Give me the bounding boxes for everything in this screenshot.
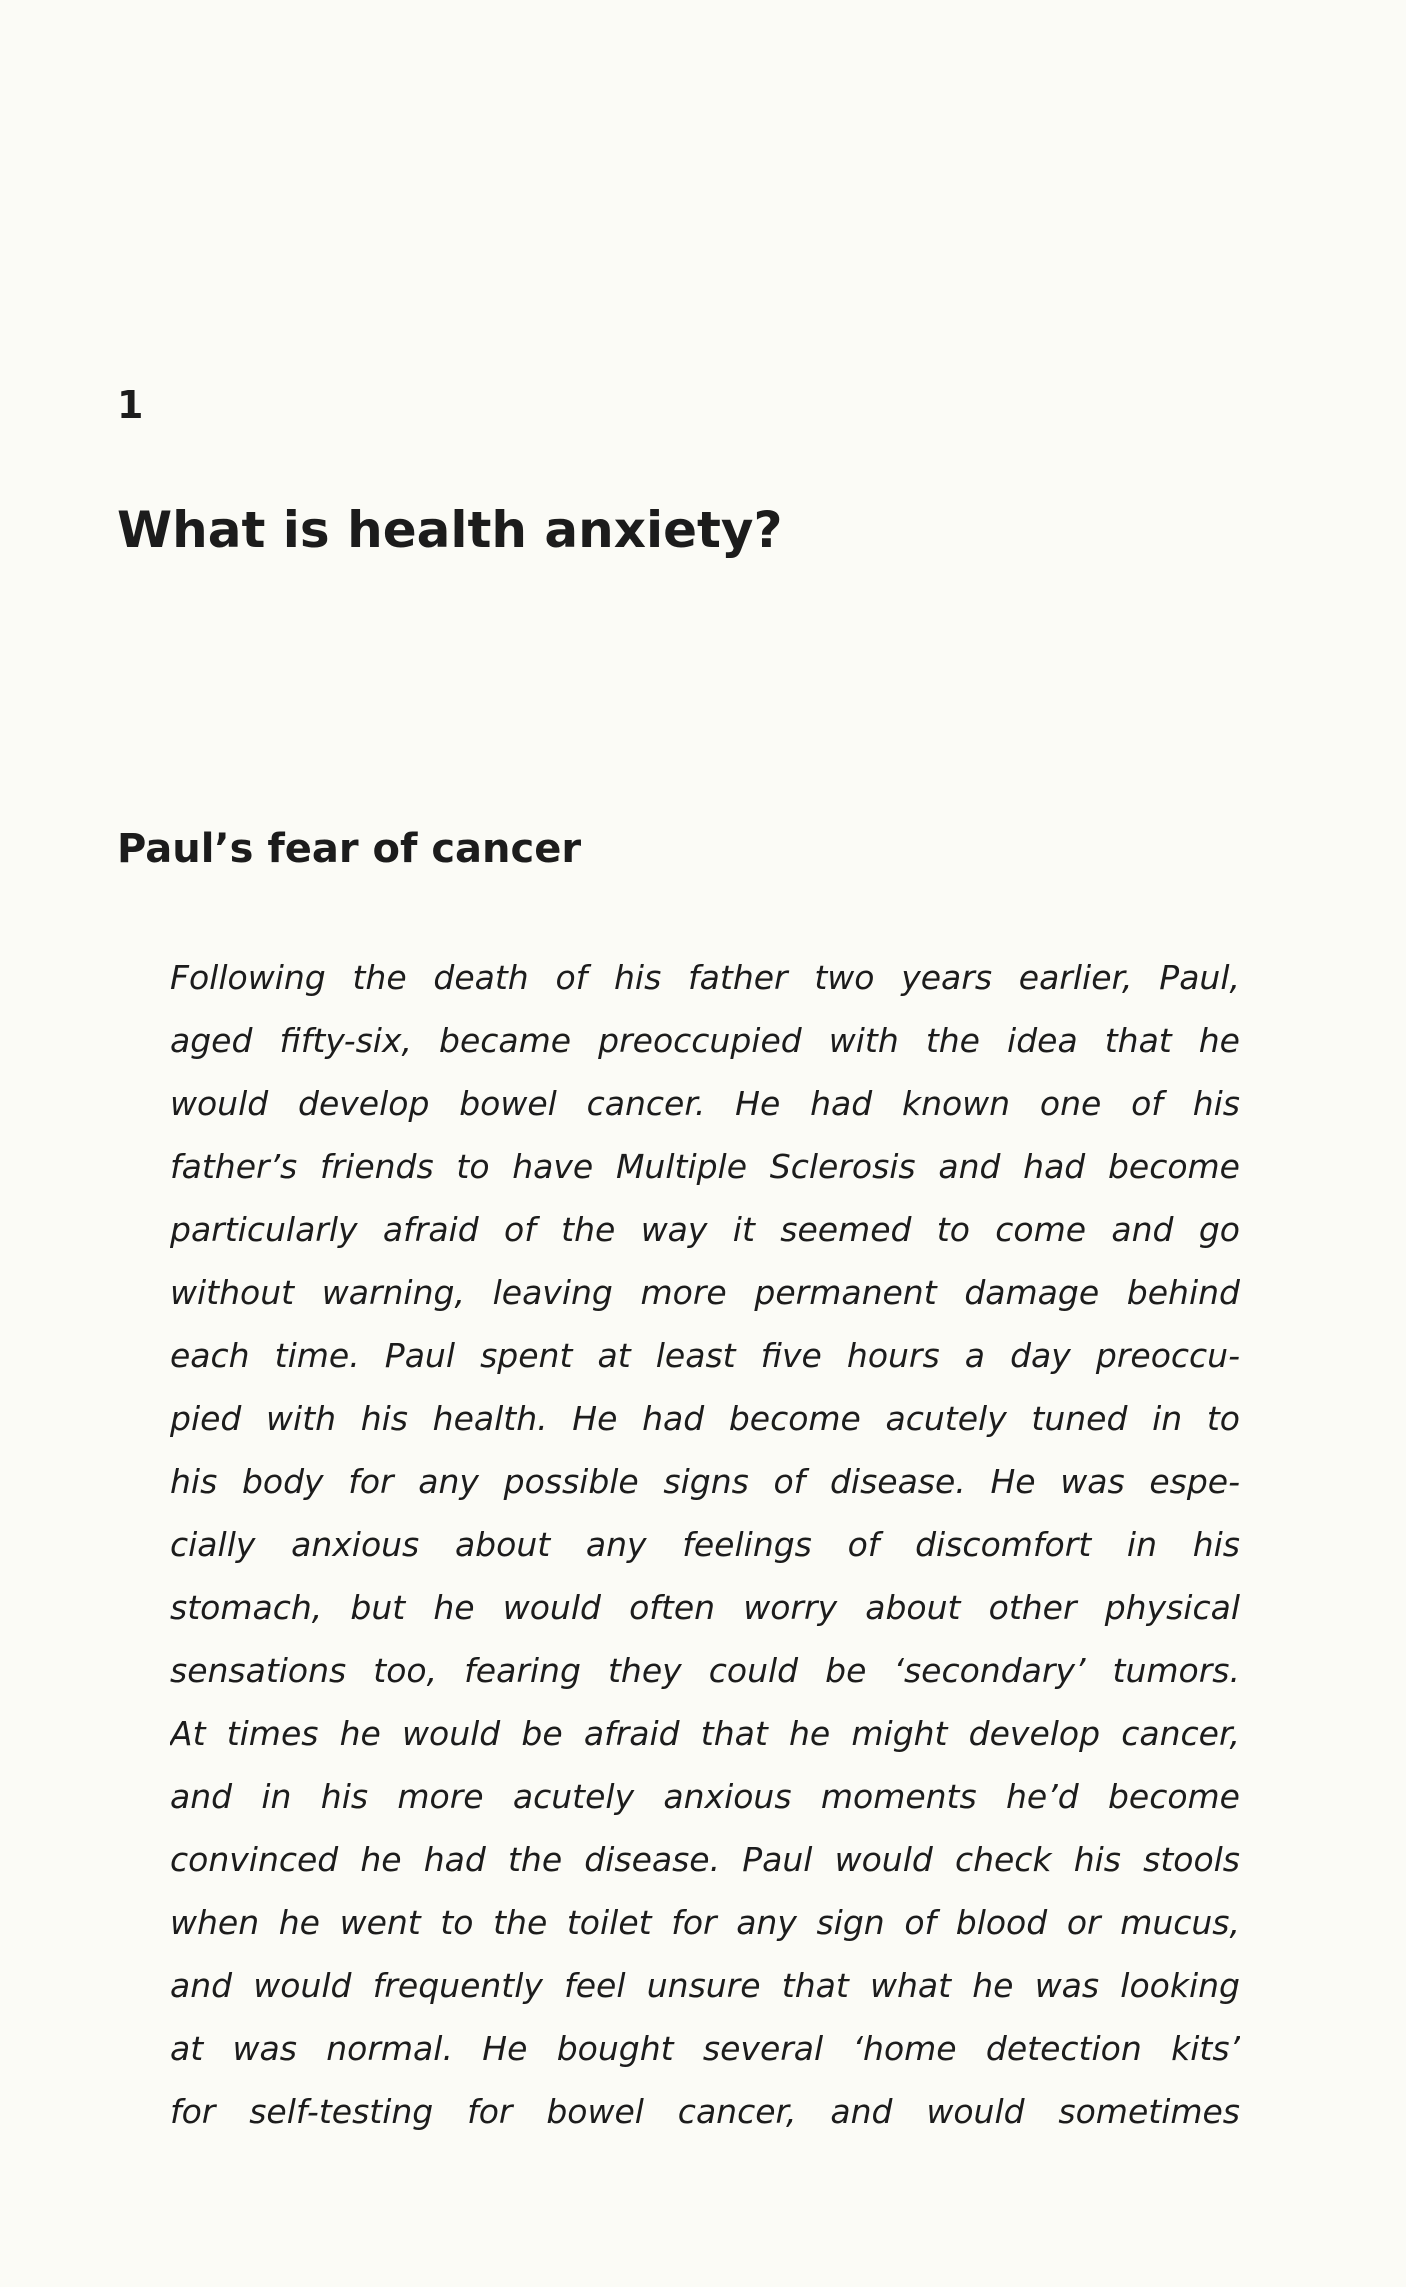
text-line: would develop bowel cancer. He had known one of his [170,1084,1240,1123]
text-line: each time. Paul spent at least five hours a day preoccu- [170,1336,1240,1375]
text-line: pied with his health. He had become acutely tuned in to [170,1399,1240,1438]
text-line: at was normal. He bought several ‘home detection kits’ [170,2029,1240,2068]
text-line: aged fifty-six, became preoccupied with the idea that he [170,1021,1240,1060]
text-line: cially anxious about any feelings of discomfort in his [170,1525,1240,1564]
section-heading: Paul’s fear of cancer [117,826,582,872]
chapter-title: What is health anxiety? [117,501,783,559]
text-line: stomach, but he would often worry about other physical [170,1588,1240,1627]
text-line: father’s friends to have Multiple Sclerosis and had become [170,1147,1240,1186]
text-line: convinced he had the disease. Paul would check his stools [170,1840,1240,1879]
text-line: when he went to the toilet for any sign of blood or mucus, [170,1903,1240,1942]
text-line: and would frequently feel unsure that what he was looking [170,1966,1240,2005]
case-study-text [170,946,1240,2143]
text-line: and in his more acutely anxious moments he’d become [170,1777,1240,1816]
chapter-number: 1 [117,383,144,427]
text-line: Following the death of his father two years earlier, Paul, [170,958,1240,997]
text-line: his body for any possible signs of disease. He was espe- [170,1462,1240,1501]
text-line: sensations too, fearing they could be ‘secondary’ tumors. [170,1651,1240,1690]
text-line: for self-testing for bowel cancer, and would sometimes [170,2092,1240,2131]
text-line: At times he would be afraid that he might develop cancer, [170,1714,1240,1753]
text-line: without warning, leaving more permanent damage behind [170,1273,1240,1312]
text-line: particularly afraid of the way it seemed to come and go [170,1210,1240,1249]
